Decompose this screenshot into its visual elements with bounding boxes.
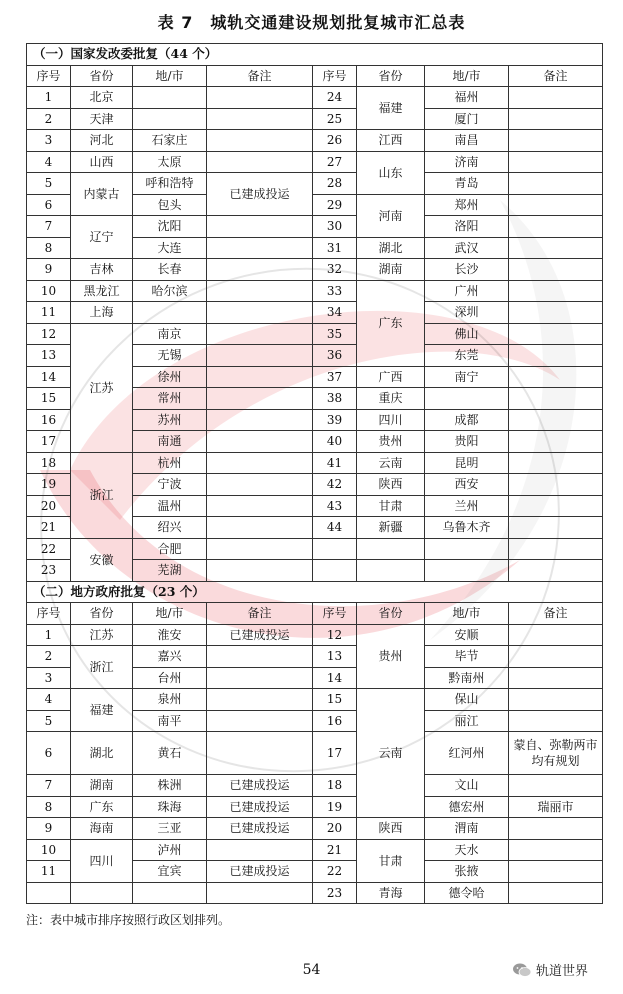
seq-cell: 9: [27, 259, 71, 281]
province-cell: 陕西: [357, 474, 425, 496]
remark-cell: [207, 452, 313, 474]
remark-cell: [207, 302, 313, 324]
province-cell: 湖北: [71, 732, 133, 775]
province-cell: 浙江: [71, 646, 133, 689]
remark-cell: [509, 495, 603, 517]
seq-cell: 30: [313, 216, 357, 238]
city-cell: 安顺: [425, 624, 509, 646]
remark-cell: [207, 710, 313, 732]
city-cell: 泉州: [133, 689, 207, 711]
province-cell: 江苏: [71, 323, 133, 452]
remark-cell: [509, 818, 603, 840]
city-cell: 文山: [425, 775, 509, 797]
city-cell: 宜宾: [133, 861, 207, 883]
remark-cell: [207, 409, 313, 431]
remark-cell: [509, 302, 603, 324]
seq-cell: 7: [27, 216, 71, 238]
seq-cell: 5: [27, 173, 71, 195]
remark-cell: [509, 452, 603, 474]
city-cell: 毕节: [425, 646, 509, 668]
city-cell: 洛阳: [425, 216, 509, 238]
province-cell: 四川: [71, 839, 133, 882]
province-cell: 甘肃: [357, 839, 425, 882]
city-cell: [425, 560, 509, 582]
remark-cell: [207, 882, 313, 904]
city-cell: 贵阳: [425, 431, 509, 453]
province-cell: 湖南: [71, 775, 133, 797]
remark-cell: [207, 517, 313, 539]
seq-cell: 28: [313, 173, 357, 195]
remark-cell: [509, 861, 603, 883]
seq-cell: 11: [27, 861, 71, 883]
seq-cell: 6: [27, 732, 71, 775]
city-cell: 嘉兴: [133, 646, 207, 668]
remark-cell: [207, 646, 313, 668]
remark-cell: [207, 474, 313, 496]
seq-cell: 35: [313, 323, 357, 345]
province-cell: 河南: [357, 194, 425, 237]
province-cell: 内蒙古: [71, 173, 133, 216]
remark-cell: [207, 538, 313, 560]
city-cell: 乌鲁木齐: [425, 517, 509, 539]
wechat-icon: [512, 962, 532, 978]
remark-cell: [509, 517, 603, 539]
city-cell: 石家庄: [133, 130, 207, 152]
seq-cell: 19: [313, 796, 357, 818]
column-header: 省份: [357, 603, 425, 625]
seq-cell: 31: [313, 237, 357, 259]
remark-cell: [509, 194, 603, 216]
city-cell: 天水: [425, 839, 509, 861]
remark-cell: [509, 259, 603, 281]
city-cell: 南京: [133, 323, 207, 345]
seq-cell: 16: [313, 710, 357, 732]
remark-cell: [207, 560, 313, 582]
province-cell: 海南: [71, 818, 133, 840]
column-header: 备注: [207, 65, 313, 87]
remark-cell: [509, 474, 603, 496]
seq-cell: 37: [313, 366, 357, 388]
remark-cell: 已建成投运: [207, 775, 313, 797]
seq-cell: 8: [27, 237, 71, 259]
seq-cell: 22: [313, 861, 357, 883]
seq-cell: 19: [27, 474, 71, 496]
seq-cell: 9: [27, 818, 71, 840]
city-cell: 宁波: [133, 474, 207, 496]
city-cell: 张掖: [425, 861, 509, 883]
province-cell: 河北: [71, 130, 133, 152]
province-cell: 安徽: [71, 538, 133, 581]
province-cell: 陕西: [357, 818, 425, 840]
remark-cell: 已建成投运: [207, 624, 313, 646]
city-cell: 大连: [133, 237, 207, 259]
city-cell: 福州: [425, 87, 509, 109]
remark-cell: [207, 667, 313, 689]
city-cell: 佛山: [425, 323, 509, 345]
seq-cell: 13: [313, 646, 357, 668]
seq-cell: 26: [313, 130, 357, 152]
seq-cell: 32: [313, 259, 357, 281]
remark-cell: [207, 323, 313, 345]
province-cell: 山西: [71, 151, 133, 173]
city-cell: [133, 882, 207, 904]
province-cell: 天津: [71, 108, 133, 130]
province-cell: [357, 560, 425, 582]
city-cell: [133, 302, 207, 324]
city-cell: 青岛: [425, 173, 509, 195]
remark-cell: [207, 388, 313, 410]
remark-cell: [509, 388, 603, 410]
province-cell: 新疆: [357, 517, 425, 539]
city-cell: 西安: [425, 474, 509, 496]
province-cell: 浙江: [71, 452, 133, 538]
province-cell: 黑龙江: [71, 280, 133, 302]
remark-cell: [509, 624, 603, 646]
city-cell: 温州: [133, 495, 207, 517]
city-cell: 呼和浩特: [133, 173, 207, 195]
table-title: 表 7 城轨交通建设规划批复城市汇总表: [157, 13, 466, 32]
page-number: 54: [302, 962, 321, 978]
remark-cell: [509, 882, 603, 904]
province-cell: 山东: [357, 151, 425, 194]
province-cell: 上海: [71, 302, 133, 324]
province-cell: 辽宁: [71, 216, 133, 259]
seq-cell: 3: [27, 667, 71, 689]
seq-cell: 25: [313, 108, 357, 130]
remark-cell: [207, 689, 313, 711]
city-cell: 三亚: [133, 818, 207, 840]
city-cell: 兰州: [425, 495, 509, 517]
remark-cell: [207, 151, 313, 173]
section-ndrc-label: （一）国家发改委批复（44 个）: [27, 44, 603, 66]
seq-cell: 38: [313, 388, 357, 410]
city-cell: 南昌: [425, 130, 509, 152]
province-cell: 青海: [357, 882, 425, 904]
seq-cell: 27: [313, 151, 357, 173]
remark-cell: 已建成投运: [207, 861, 313, 883]
seq-cell: 12: [313, 624, 357, 646]
city-cell: 徐州: [133, 366, 207, 388]
column-header: 地/市: [133, 603, 207, 625]
seq-cell: 29: [313, 194, 357, 216]
column-header: 序号: [313, 65, 357, 87]
seq-cell: 14: [313, 667, 357, 689]
city-cell: 渭南: [425, 818, 509, 840]
remark-cell: [207, 108, 313, 130]
remark-cell: [509, 409, 603, 431]
city-cell: 哈尔滨: [133, 280, 207, 302]
city-cell: 太原: [133, 151, 207, 173]
seq-cell: 3: [27, 130, 71, 152]
seq-cell: 24: [313, 87, 357, 109]
remark-cell: [509, 323, 603, 345]
province-cell: 云南: [357, 452, 425, 474]
province-cell: [71, 882, 133, 904]
city-cell: 昆明: [425, 452, 509, 474]
remark-cell: [509, 538, 603, 560]
seq-cell: 2: [27, 646, 71, 668]
city-cell: 淮安: [133, 624, 207, 646]
seq-cell: [313, 538, 357, 560]
city-cell: 珠海: [133, 796, 207, 818]
brand-mark: [512, 960, 588, 979]
province-cell: 江苏: [71, 624, 133, 646]
column-header: 备注: [509, 603, 603, 625]
province-cell: 贵州: [357, 431, 425, 453]
province-cell: 贵州: [357, 624, 425, 689]
city-cell: 常州: [133, 388, 207, 410]
column-header: 备注: [509, 65, 603, 87]
seq-cell: 18: [313, 775, 357, 797]
province-cell: 福建: [357, 87, 425, 130]
province-cell: 福建: [71, 689, 133, 732]
city-cell: 黄石: [133, 732, 207, 775]
province-cell: 云南: [357, 689, 425, 818]
remark-cell: [207, 259, 313, 281]
seq-cell: 1: [27, 624, 71, 646]
seq-cell: 36: [313, 345, 357, 367]
province-cell: 湖南: [357, 259, 425, 281]
remark-cell: [509, 560, 603, 582]
remark-cell: [509, 151, 603, 173]
city-cell: 沈阳: [133, 216, 207, 238]
column-header: 地/市: [425, 603, 509, 625]
city-cell: 保山: [425, 689, 509, 711]
approved-cities-table: [26, 43, 603, 904]
seq-cell: 4: [27, 689, 71, 711]
seq-cell: 4: [27, 151, 71, 173]
city-cell: 德宏州: [425, 796, 509, 818]
seq-cell: 39: [313, 409, 357, 431]
seq-cell: 16: [27, 409, 71, 431]
city-cell: 南平: [133, 710, 207, 732]
seq-cell: 34: [313, 302, 357, 324]
seq-cell: 21: [313, 839, 357, 861]
city-cell: 厦门: [425, 108, 509, 130]
city-cell: 南宁: [425, 366, 509, 388]
seq-cell: 11: [27, 302, 71, 324]
seq-cell: 42: [313, 474, 357, 496]
remark-cell: [207, 495, 313, 517]
remark-cell: [207, 87, 313, 109]
seq-cell: 13: [27, 345, 71, 367]
remark-cell: [509, 839, 603, 861]
city-cell: 台州: [133, 667, 207, 689]
province-cell: [357, 538, 425, 560]
province-cell: 湖北: [357, 237, 425, 259]
seq-cell: 15: [313, 689, 357, 711]
remark-cell: [509, 689, 603, 711]
remark-cell: 已建成投运: [207, 173, 313, 216]
remark-cell: [509, 216, 603, 238]
city-cell: [133, 87, 207, 109]
remark-cell: 蒙自、弥勒两市均有规划: [509, 732, 603, 775]
seq-cell: 6: [27, 194, 71, 216]
province-cell: 广东: [357, 280, 425, 366]
column-header: 地/市: [133, 65, 207, 87]
remark-cell: [207, 280, 313, 302]
column-header: 序号: [27, 65, 71, 87]
remark-cell: [509, 345, 603, 367]
city-cell: 武汉: [425, 237, 509, 259]
remark-cell: 瑞丽市: [509, 796, 603, 818]
city-cell: 黔南州: [425, 667, 509, 689]
column-header: 序号: [27, 603, 71, 625]
province-cell: 重庆: [357, 388, 425, 410]
seq-cell: 20: [27, 495, 71, 517]
city-cell: 绍兴: [133, 517, 207, 539]
seq-cell: 17: [27, 431, 71, 453]
column-header: 序号: [313, 603, 357, 625]
remark-cell: [509, 646, 603, 668]
seq-cell: 23: [313, 882, 357, 904]
seq-cell: 7: [27, 775, 71, 797]
seq-cell: 8: [27, 796, 71, 818]
remark-cell: [207, 366, 313, 388]
remark-cell: [509, 366, 603, 388]
city-cell: [133, 108, 207, 130]
city-cell: [425, 388, 509, 410]
seq-cell: 33: [313, 280, 357, 302]
city-cell: 东莞: [425, 345, 509, 367]
city-cell: 长春: [133, 259, 207, 281]
remark-cell: [509, 431, 603, 453]
city-cell: 杭州: [133, 452, 207, 474]
remark-cell: [207, 431, 313, 453]
seq-cell: [27, 882, 71, 904]
seq-cell: 10: [27, 280, 71, 302]
remark-cell: [509, 280, 603, 302]
remark-cell: [509, 130, 603, 152]
province-cell: 江西: [357, 130, 425, 152]
column-header: 省份: [71, 603, 133, 625]
table-footnote: 注：表中城市排序按照行政区划排列。: [26, 913, 231, 927]
seq-cell: 21: [27, 517, 71, 539]
seq-cell: 17: [313, 732, 357, 775]
city-cell: 济南: [425, 151, 509, 173]
seq-cell: 12: [27, 323, 71, 345]
province-cell: 甘肃: [357, 495, 425, 517]
seq-cell: 41: [313, 452, 357, 474]
province-cell: 北京: [71, 87, 133, 109]
province-cell: 吉林: [71, 259, 133, 281]
seq-cell: 40: [313, 431, 357, 453]
seq-cell: 20: [313, 818, 357, 840]
city-cell: 苏州: [133, 409, 207, 431]
city-cell: 无锡: [133, 345, 207, 367]
city-cell: 丽江: [425, 710, 509, 732]
column-header: 地/市: [425, 65, 509, 87]
province-cell: 广西: [357, 366, 425, 388]
remark-cell: [207, 237, 313, 259]
column-header: 备注: [207, 603, 313, 625]
seq-cell: 14: [27, 366, 71, 388]
remark-cell: [509, 775, 603, 797]
seq-cell: [313, 560, 357, 582]
remark-cell: [509, 108, 603, 130]
city-cell: 包头: [133, 194, 207, 216]
remark-cell: 已建成投运: [207, 796, 313, 818]
brand-name: 轨道世界: [536, 964, 589, 979]
remark-cell: [509, 87, 603, 109]
seq-cell: 10: [27, 839, 71, 861]
remark-cell: [207, 345, 313, 367]
city-cell: 郑州: [425, 194, 509, 216]
seq-cell: 2: [27, 108, 71, 130]
seq-cell: 18: [27, 452, 71, 474]
seq-cell: 15: [27, 388, 71, 410]
remark-cell: [509, 237, 603, 259]
city-cell: 广州: [425, 280, 509, 302]
city-cell: 成都: [425, 409, 509, 431]
city-cell: 合肥: [133, 538, 207, 560]
remark-cell: [509, 173, 603, 195]
column-header: 省份: [357, 65, 425, 87]
seq-cell: 5: [27, 710, 71, 732]
city-cell: 德令哈: [425, 882, 509, 904]
city-cell: 深圳: [425, 302, 509, 324]
remark-cell: [207, 216, 313, 238]
seq-cell: 22: [27, 538, 71, 560]
city-cell: 红河州: [425, 732, 509, 775]
seq-cell: 44: [313, 517, 357, 539]
city-cell: 泸州: [133, 839, 207, 861]
remark-cell: [207, 130, 313, 152]
column-header: 省份: [71, 65, 133, 87]
city-cell: 南通: [133, 431, 207, 453]
seq-cell: 23: [27, 560, 71, 582]
province-cell: 广东: [71, 796, 133, 818]
section-local-label: （二）地方政府批复（23 个）: [27, 581, 603, 603]
remark-cell: [207, 732, 313, 775]
seq-cell: 1: [27, 87, 71, 109]
remark-cell: [207, 839, 313, 861]
city-cell: 株洲: [133, 775, 207, 797]
seq-cell: 43: [313, 495, 357, 517]
remark-cell: [509, 667, 603, 689]
remark-cell: [509, 710, 603, 732]
city-cell: [425, 538, 509, 560]
province-cell: 四川: [357, 409, 425, 431]
city-cell: 长沙: [425, 259, 509, 281]
city-cell: 芜湖: [133, 560, 207, 582]
remark-cell: 已建成投运: [207, 818, 313, 840]
